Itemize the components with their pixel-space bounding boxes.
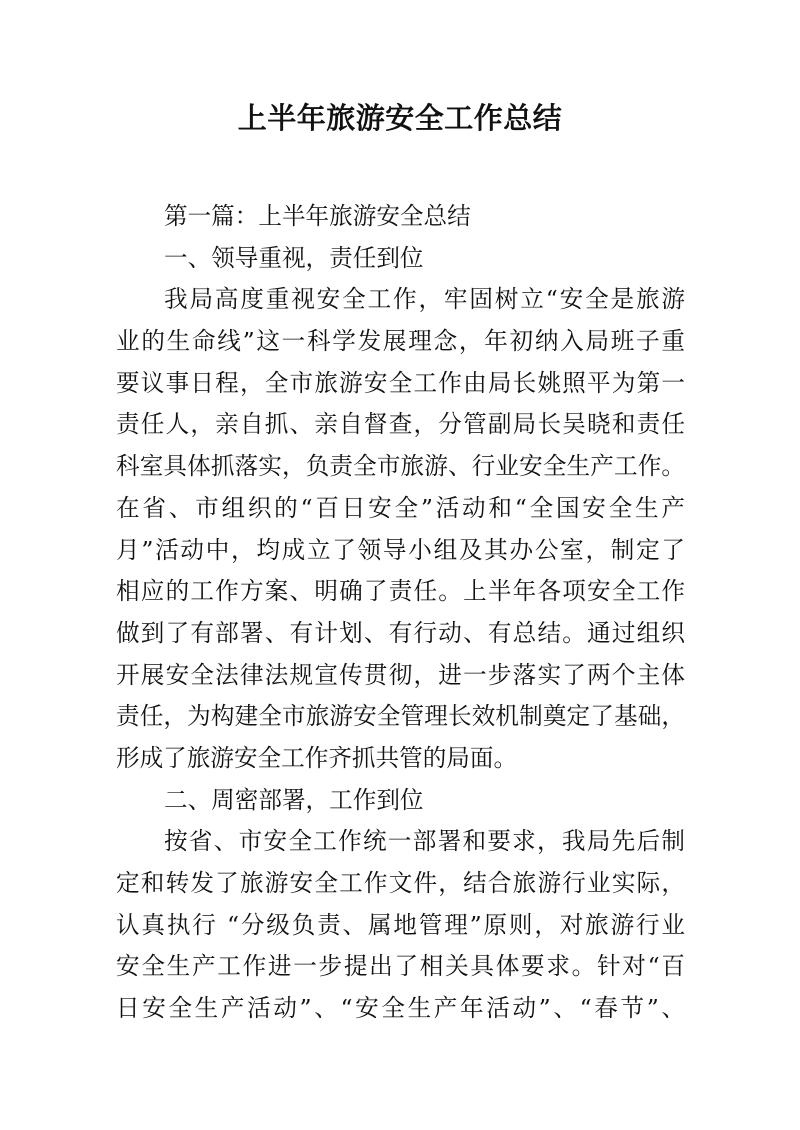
paragraph-line: 定和转发了旅游安全工作文件，结合旅游行业实际， (116, 869, 685, 897)
section-heading: 一、领导重视，责任到位 (164, 243, 424, 272)
paragraph-line: 我局高度重视安全工作，牢固树立“安全是旅游 (164, 285, 685, 314)
paragraph-line: 做到了有部署、有计划、有行动、有总结。通过组织 (116, 618, 685, 647)
paragraph-line: 开展安全法律法规宣传贯彻，进一步落实了两个主体 (116, 660, 685, 689)
paragraph-line: 科室具体抓落实，负责全市旅游、行业安全生产工作。 (116, 452, 685, 481)
paragraph-line: 安全生产工作进一步提出了相关具体要求。针对“百 (116, 952, 685, 981)
paragraph-line: 按省、市安全工作统一部署和要求，我局先后制 (164, 827, 685, 856)
document-title: 上半年旅游安全工作总结 (237, 101, 563, 135)
paragraph-line: 要议事日程，全市旅游安全工作由局长姚照平为第一 (116, 368, 685, 397)
section-heading: 第一篇：上半年旅游安全总结 (164, 202, 471, 230)
paragraph-line: 责任人，亲自抓、亲自督查，分管副局长吴晓和责任 (116, 410, 685, 439)
paragraph-line: 相应的工作方案、明确了责任。上半年各项安全工作 (116, 577, 685, 606)
document-body (116, 196, 685, 1030)
paragraph-line: 形成了旅游安全工作齐抓共管的局面。 (116, 743, 518, 772)
paragraph-line: 日安全生产活动”、“安全生产年活动”、“春节”、 (116, 994, 685, 1023)
section-heading: 二、周密部署，工作到位 (164, 785, 424, 814)
paragraph-line: 认真执行 “分级负责、属地管理”原则，对旅游行业 (116, 910, 685, 939)
paragraph-line: 月”活动中，均成立了领导小组及其办公室，制定了 (116, 535, 685, 564)
paragraph-line: 业的生命线”这一科学发展理念，年初纳入局班子重 (116, 327, 685, 356)
paragraph-line: 在省、市组织的“百日安全”活动和“全国安全生产 (116, 493, 685, 522)
paragraph-line: 责任，为构建全市旅游安全管理长效机制奠定了基础， (116, 702, 685, 731)
